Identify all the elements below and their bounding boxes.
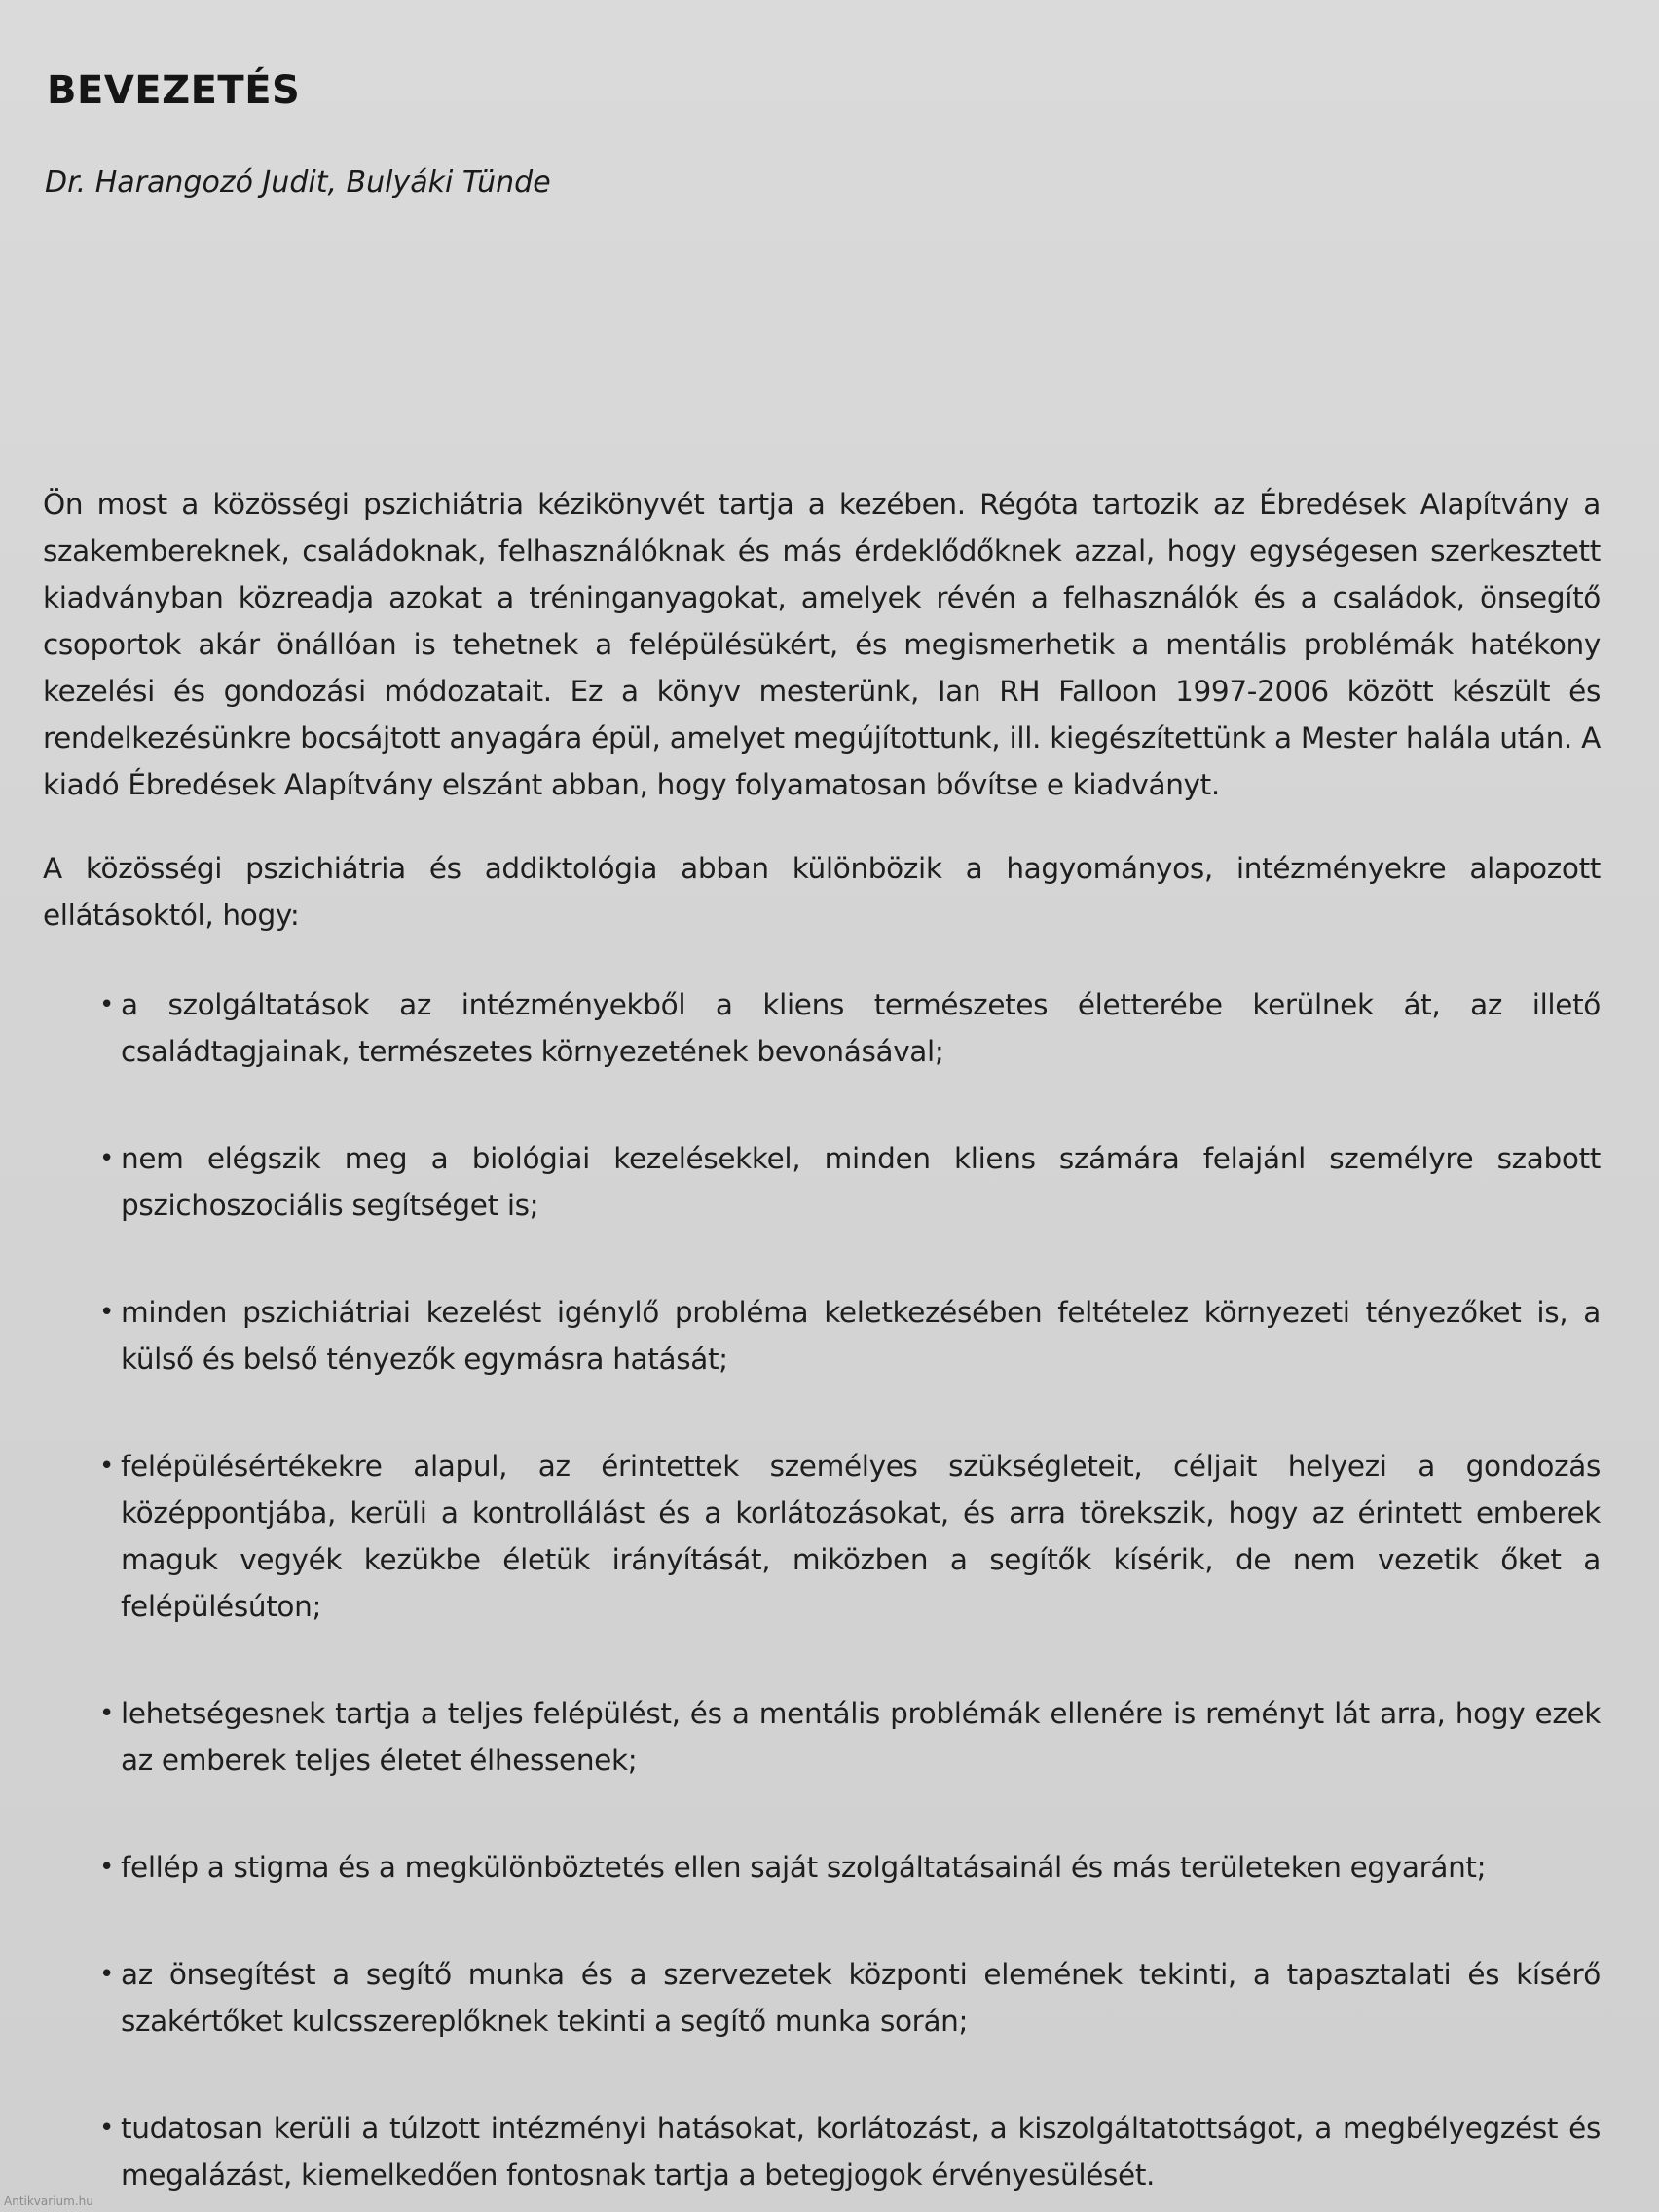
bullet-icon: • xyxy=(99,1960,114,1989)
feature-list xyxy=(43,981,1601,2198)
bullet-icon: • xyxy=(99,1699,114,1728)
list-item: • lehetségesnek tartja a teljes felépülést, és a mentális problémák ellenére is reményt lát arra, hogy ezek az emberek teljes életet élhessenek; xyxy=(43,1690,1601,1784)
bullet-icon: • xyxy=(99,2114,114,2143)
list-item: • tudatosan kerüli a túlzott intézményi hatásokat, korlátozást, a kiszolgáltatottságot, a megbélyegzést és megalázást, kiemelkedően fontosnak tartja a betegjogok érvényesülését. xyxy=(43,2105,1601,2198)
list-item: • minden pszichiátriai kezelést igénylő probléma keletkezésében feltételez környezeti tényezőket is, a külső és belső tényezők egymásra hatását; xyxy=(43,1289,1601,1382)
list-item: • nem elégszik meg a biológiai kezelésekkel, minden kliens számára felajánl személyre szabott pszichoszociális segítséget is; xyxy=(43,1135,1601,1229)
chapter-title: BEVEZETÉS xyxy=(47,68,301,113)
lead-in-paragraph: A közösségi pszichiátria és addiktológia abban különbözik a hagyományos, intézményekre alapozott ellátásoktól, hogy: xyxy=(43,852,1601,932)
bullet-icon: • xyxy=(99,1452,114,1481)
bullet-icon: • xyxy=(99,1144,114,1173)
list-item: • fellép a stigma és a megkülönböztetés ellen saját szolgáltatásainál és más területeken egyaránt; xyxy=(43,1844,1601,1891)
list-item: • a szolgáltatások az intézményekből a kliens természetes életterébe kerülnek át, az illető családtagjainak, természetes környezetének bevonásával; xyxy=(43,981,1601,1075)
authors-line: Dr. Harangozó Judit, Bulyáki Tünde xyxy=(45,166,551,200)
intro-paragraph: Ön most a közösségi pszichiátria kézikönyvét tartja a kezében. Régóta tartozik az Ébredések Alapítvány a szakembereknek, családoknak, felhasználóknak és más érdeklődőknek azzal, hogy egységesen szerkesztett kiadványban közreadja azokat a tréninganyagokat, amelyek révén a felhasználók és a családok, önsegítő csoportok akár önállóan is tehetnek a felépülésükért, és megismerhetik a mentális problémák hatékony kezelési és gondozási módozatait. Ez a könyv mesterünk, Ian RH Falloon 1997-2006 között készült és rendelkezésünkre bocsájtott anyagára épül, amelyet megújítottunk, ill. kiegészítettünk a Mester halála után. A kiadó Ébredések Alapítvány elszánt abban, hogy folyamatosan bővítse e kiadványt. xyxy=(43,488,1601,801)
bullet-icon: • xyxy=(99,1853,114,1882)
watermark: Antikvarium.hu xyxy=(4,2194,93,2208)
bullet-icon: • xyxy=(99,990,114,1019)
body-text xyxy=(43,481,1601,2198)
list-item: • felépülésértékekre alapul, az érintettek személyes szükségleteit, céljait helyezi a gondozás középpontjába, kerüli a kontrollálást és a korlátozásokat, és arra törekszik, hogy az érintett emberek maguk vegyék kezükbe életük irányítását, miközben a segítők kísérik, de nem vezetik őket a felépülésúton; xyxy=(43,1443,1601,1630)
list-item: • az önsegítést a segítő munka és a szervezetek központi elemének tekinti, a tapasztalati és kísérő szakértőket kulcsszereplőknek tekinti a segítő munka során; xyxy=(43,1951,1601,2045)
bullet-icon: • xyxy=(99,1298,114,1327)
